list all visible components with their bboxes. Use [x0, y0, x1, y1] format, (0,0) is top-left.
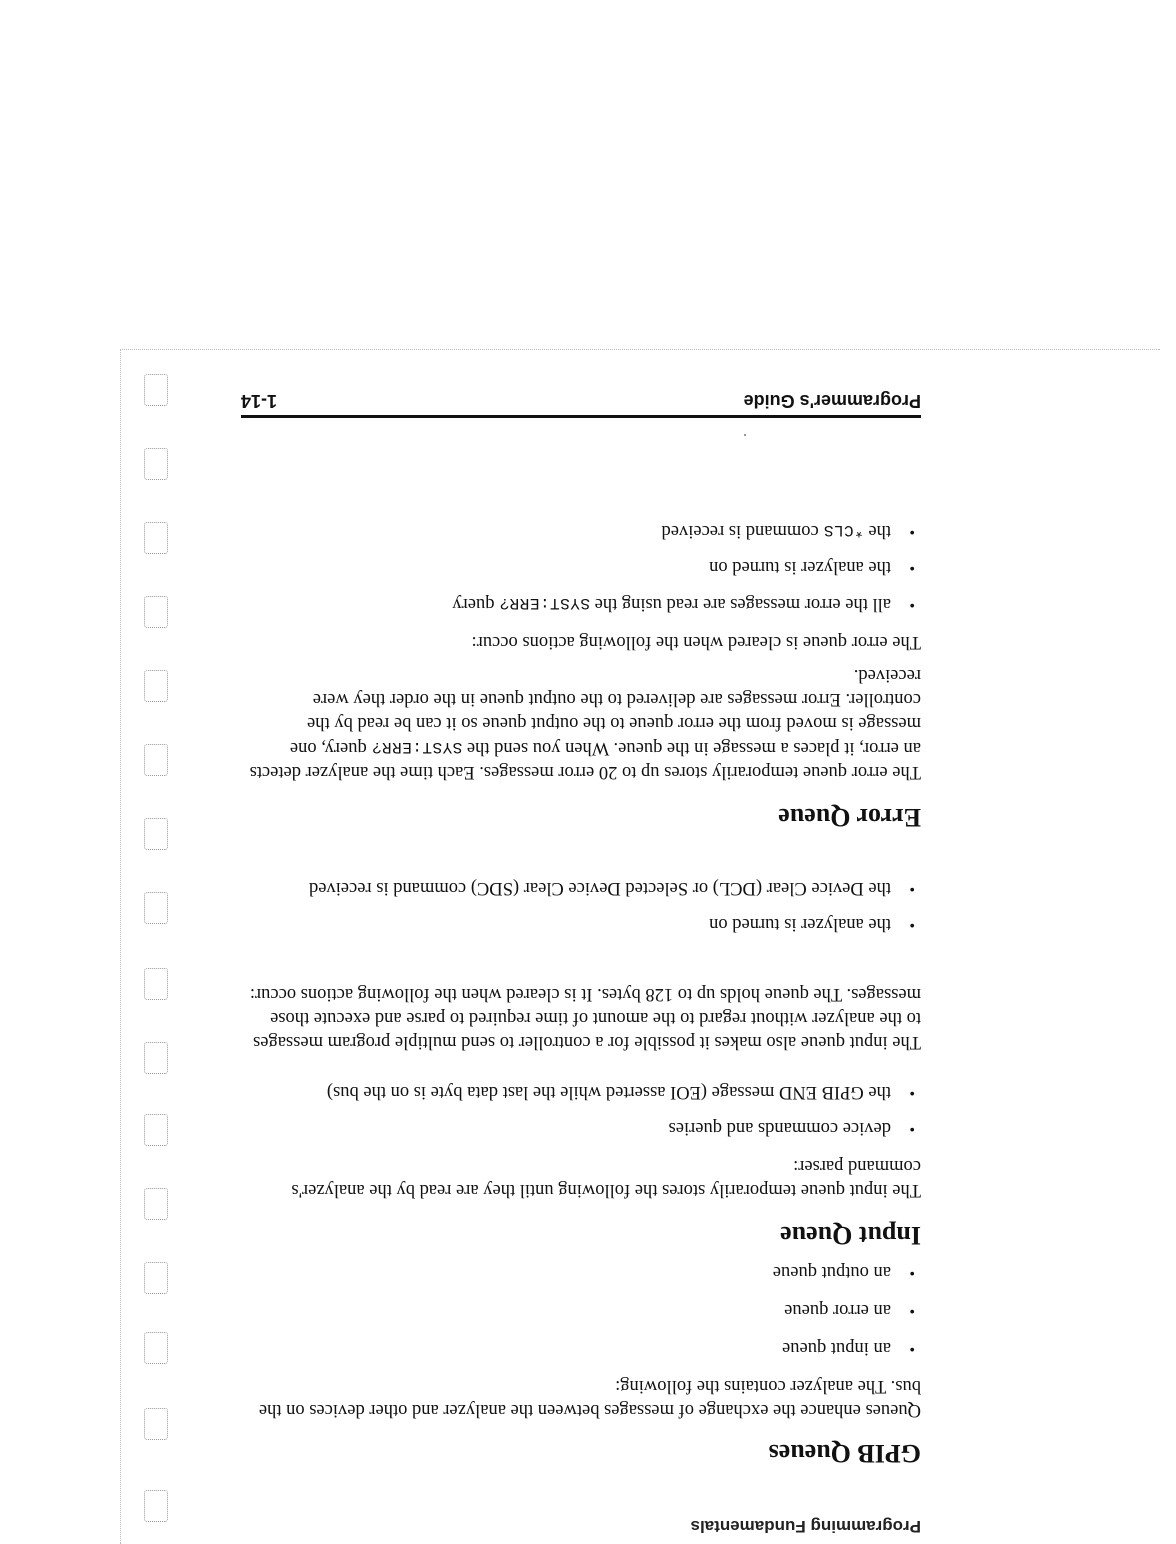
list-item: • an output queue	[772, 1262, 915, 1282]
code-cls: *CLS	[823, 521, 864, 539]
bullet-icon: •	[909, 916, 915, 933]
list-item: • the analyzer is turned on	[709, 557, 915, 577]
punch-hole	[144, 596, 168, 628]
code-syst-err: SYST:ERR?	[499, 594, 590, 612]
input-intro-paragraph: The input queue temporarily stores the following until they are read by the analyzer's command parser:	[291, 1156, 921, 1200]
punch-hole	[144, 1332, 168, 1364]
paper-edge-horizontal	[120, 349, 1160, 350]
error-paragraph-2: The error queue is cleared when the following actions occur:	[471, 632, 921, 652]
list-item: • the GPIB END message (EOI asserted while the last data byte is on the bus)	[326, 1082, 915, 1102]
bullet-icon: •	[909, 1302, 915, 1319]
list-item: • an error queue	[784, 1300, 915, 1320]
error-clear-list	[241, 518, 921, 616]
bullet-icon: •	[909, 596, 915, 613]
input-paragraph-2: The input queue also makes it possible for a controller to send multiple program messages to the analyzer without regard to the amount of time required to parse and execute those messages. The queue holds up to 128 bytes. It is cleared when the following actions occur:	[249, 984, 921, 1052]
input-stored-list	[241, 1080, 921, 1140]
bullet-icon: •	[909, 880, 915, 897]
list-item: • the *CLS command is received	[661, 521, 915, 541]
section-title-input-queue: Input Queue	[780, 1221, 921, 1250]
page-number: 1-14	[241, 391, 278, 411]
footer-rule	[241, 415, 921, 418]
list-item: • an input queue	[782, 1338, 915, 1358]
scan-speck	[744, 434, 746, 436]
footer-title: Programmer's Guide	[743, 391, 921, 411]
bullet-icon: •	[909, 1120, 915, 1137]
list-item: • the Device Clear (DCL) or Selected Device Clear (SDC) command is received	[308, 878, 915, 898]
punch-hole	[144, 522, 168, 554]
punch-hole	[144, 818, 168, 850]
error-paragraph-1: The error queue temporarily stores up to 20 error messages. Each time the analyzer detects an error, it places a message in the queue. When you send the SYST:ERR? query, one message is moved from the error queue to the output queue so it can be read by the controller. Error messages are delivered to the output queue in the order they were received.	[249, 665, 921, 782]
input-clear-list	[241, 876, 921, 936]
bullet-icon: •	[909, 1264, 915, 1281]
punch-hole	[144, 1408, 168, 1440]
punch-hole	[144, 968, 168, 1000]
paper-edge-vertical	[120, 350, 121, 1544]
bullet-icon: •	[909, 1340, 915, 1357]
punch-hole	[144, 1262, 168, 1294]
bullet-icon: •	[909, 1084, 915, 1101]
list-item: • the analyzer is turned on	[709, 914, 915, 934]
punch-hole	[144, 1042, 168, 1074]
punch-hole	[144, 1188, 168, 1220]
list-item: • all the error messages are read using the SYST:ERR? query	[452, 594, 915, 614]
section-title-gpib-queues: GPIB Queues	[768, 1439, 921, 1468]
punch-hole	[144, 744, 168, 776]
punch-hole	[144, 448, 168, 480]
punch-hole	[144, 1490, 168, 1522]
gpib-intro-paragraph: Queues enhance the exchange of messages between the analyzer and other devices on the bus. The analyzer contains the following:	[258, 1376, 921, 1420]
punch-hole	[144, 374, 168, 406]
punch-hole	[144, 892, 168, 924]
punch-hole	[144, 1114, 168, 1146]
punch-hole	[144, 670, 168, 702]
gpib-queue-list	[241, 1260, 921, 1360]
list-item: • device commands and queries	[668, 1118, 915, 1138]
bullet-icon: •	[909, 523, 915, 540]
code-syst-err: SYST:ERR?	[371, 738, 463, 756]
section-title-error-queue: Error Queue	[778, 803, 921, 832]
running-head: Programming Fundamentals	[690, 1517, 921, 1536]
bullet-icon: •	[909, 559, 915, 576]
